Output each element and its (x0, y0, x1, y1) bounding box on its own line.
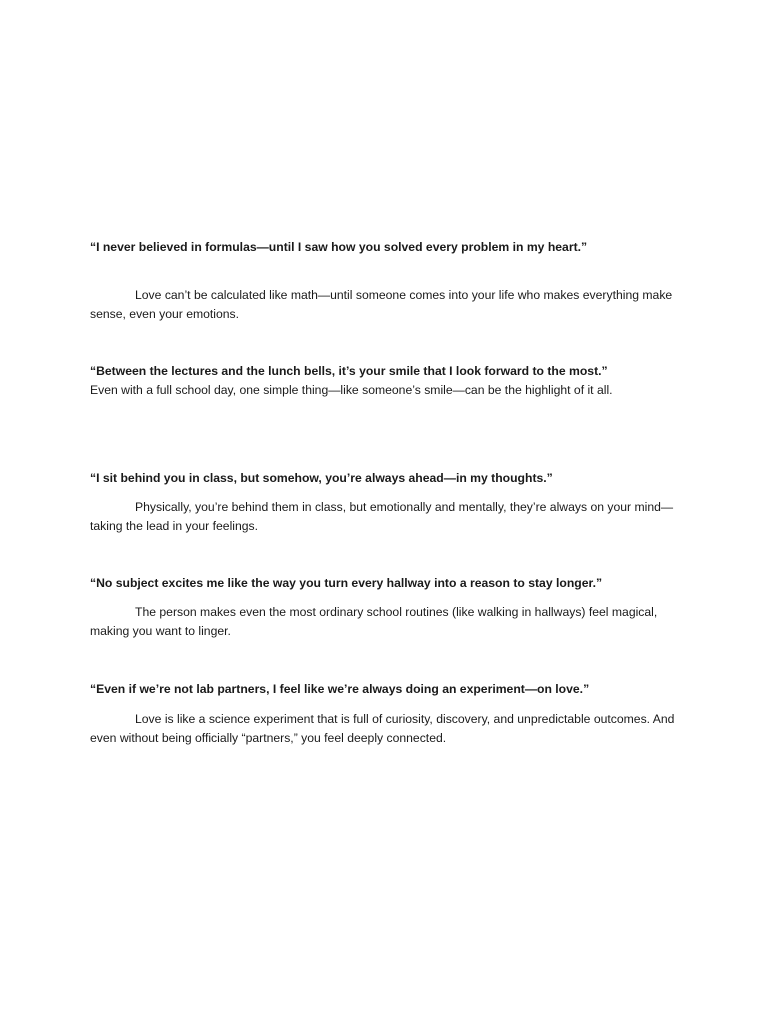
quote-3: “I sit behind you in class, but somehow, you’re always ahead—in my thoughts.” (90, 471, 553, 485)
explanation-5: Love is like a science experiment that is full of curiosity, discovery, and unpredictable outcomes. And even without being officially “partners,” you feel deeply connected. (90, 712, 675, 745)
explanation-3: Physically, you’re behind them in class, but emotionally and mentally, they’re always on your mind—taking the lead in your feelings. (90, 500, 674, 533)
quote-2: “Between the lectures and the lunch bells, it’s your smile that I look forward to the most.” (90, 364, 608, 378)
explanation-1: Love can’t be calculated like math—until someone comes into your life who makes everything make sense, even your emotions. (90, 288, 673, 321)
explanation-4: The person makes even the most ordinary school routines (like walking in hallways) feel magical, making you want to linger. (90, 605, 658, 638)
quote-5: “Even if we’re not lab partners, I feel like we’re always doing an experiment—on love.” (90, 682, 590, 696)
explanation-2: Even with a full school day, one simple thing—like someone’s smile—can be the highlight of it all. (90, 383, 613, 397)
quote-4: “No subject excites me like the way you turn every hallway into a reason to stay longer.” (90, 576, 603, 590)
quote-1: “I never believed in formulas—until I saw how you solved every problem in my heart.” (90, 240, 588, 254)
